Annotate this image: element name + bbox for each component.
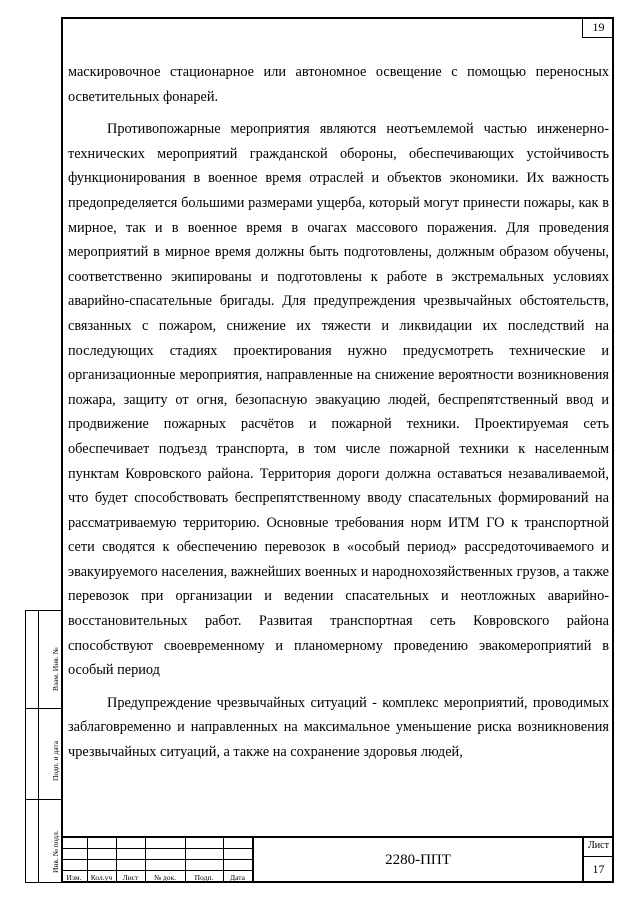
col-label-count: Кол.уч: [90, 873, 113, 882]
paragraph-2: Противопожарные мероприятия являются неотъемлемой частью инженерно-технических мероприятий гражданской обороны, обеспечивающих устойчивость функционирования в военное время отраслей и объектов экономики. Их важность предопределяется большими размерами ущерба, который могут принести пожары, как в мирное, так и в военное время в очагах массового поражения. Для проведения мероприятий в мирное время должны быть подготовлены, должным образом обучены, соответственно экипированы и подготовлены к работе в экстремальных условиях аварийно-спасательные бригады. Для предупреждения чрезвычайных обстоятельств, связанных с пожаром, снижение их тяжести и ликвидации их последствий на последующих стадиях проектирования нужно предусмотреть технические и организационные мероприятия, направленные на снижение вероятности возникновения пожара, защиту от огня, безопасную эвакуацию людей, беспрепятственный ввод и продвижение пожарных расчётов и пожарной техники. Проектируемая сеть обеспечивает подъезд транспорта, в том числе пожарной техники к населенным пунктам Ковровского района. Территория дороги должна оставаться незаваливаемой, что будет способствовать беспрепятственному вводу спасательных формирований на рассматриваемую территорию. Основные требования норм ИТМ ГО к транспортной сети сводятся к обеспечению перевозок в «особый период» рассредоточиваемого и эвакуируемого населения, важнейших военных и народнохозяйственных грузов, а также перевозок при организации и ведении спасательных и неотложных аварийно-восстановительных работ. Развитая транспортная сеть Ковровского района способствуют своевременному и планомерному проведению эвакомероприятий в особый период: [68, 121, 609, 679]
side-stamp: [25, 610, 61, 883]
document-code: 2280-ППТ: [385, 852, 451, 868]
side-label-inventory: Инв. № подл.: [51, 830, 60, 873]
document-body: [68, 60, 609, 773]
paragraph-3: Предупреждение чрезвычайных ситуаций - комплекс мероприятий, проводимых заблаговременно и направленных на максимальное уменьшение риска возникновения чрезвычайных ситуаций, а также на сохранение здоровья людей,: [68, 694, 609, 761]
sheet-label: Лист: [588, 840, 609, 851]
col-label-sheet: Лист: [122, 873, 139, 882]
col-label-doc-number: № док.: [153, 873, 177, 882]
title-block: [61, 836, 614, 883]
side-label-replacement: Взам. Инв. №: [51, 647, 60, 691]
page-number-badge: 19: [582, 17, 614, 38]
paragraph-1: маскировочное стационарное или автономное освещение с помощью переносных осветительных фонарей.: [68, 64, 609, 105]
sheet-number: 17: [592, 862, 605, 876]
col-label-date: Дата: [230, 873, 245, 882]
col-label-change: Изм.: [66, 873, 82, 882]
side-label-signature: Подп. и дата: [51, 740, 60, 781]
col-label-signature: Подп.: [194, 873, 214, 882]
